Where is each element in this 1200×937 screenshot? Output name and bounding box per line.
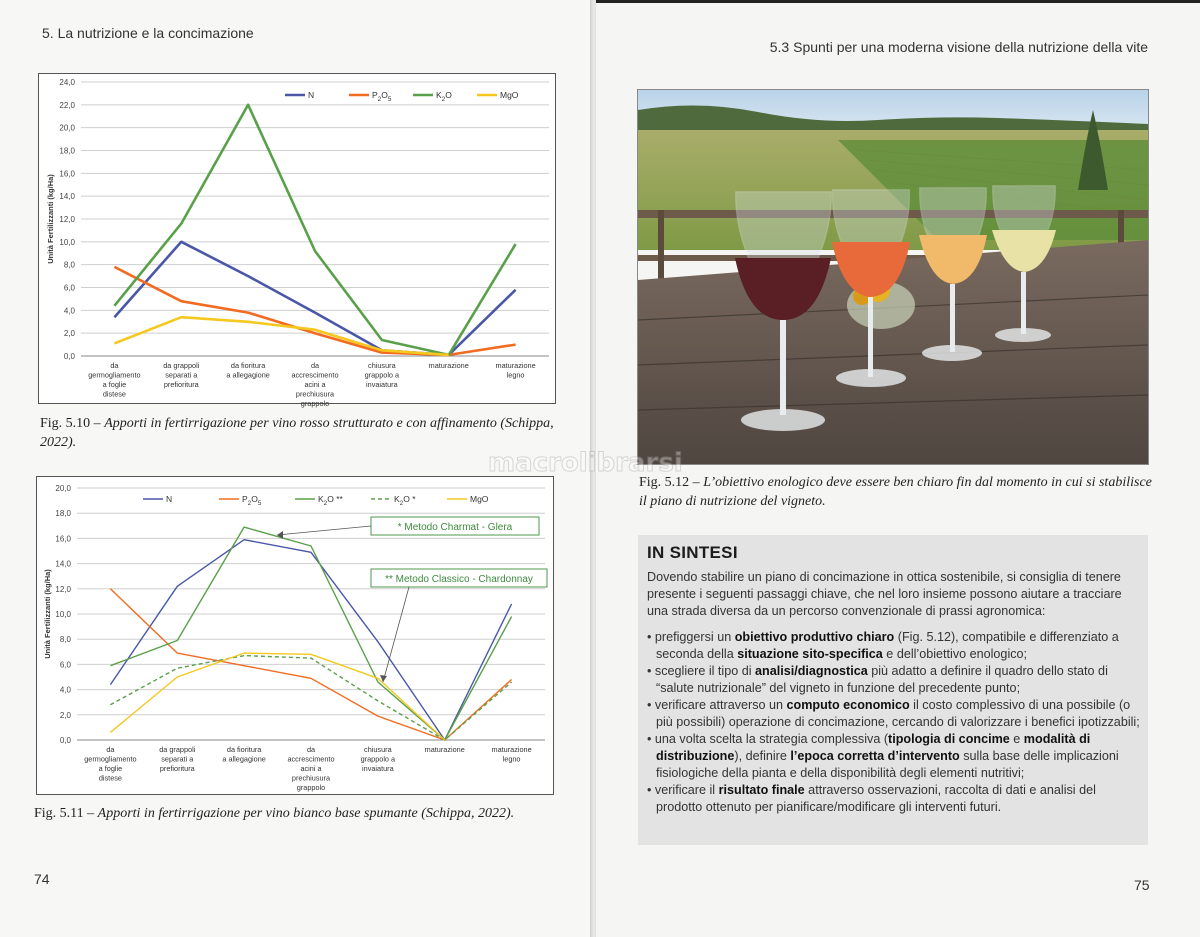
y-tick-label: 6,0	[63, 283, 75, 293]
caption-fig-5-12-label: Fig. 5.12 –	[639, 475, 700, 490]
annotation-text: ** Metodo Classico - Chardonnay	[385, 574, 533, 585]
page-number-left: 74	[34, 871, 50, 887]
series-line-k2o	[114, 105, 515, 355]
y-tick-label: 18,0	[55, 509, 71, 519]
chart-fig-5-10	[38, 73, 556, 408]
wine-glasses-photo	[637, 89, 1149, 465]
caption-fig-5-11-text: Apporti in fertirrigazione per vino bianco base spumante (Schippa, 2022).	[97, 806, 515, 821]
caption-fig-5-10	[40, 414, 560, 452]
y-tick-label: 16,0	[55, 534, 71, 544]
caption-fig-5-12-text: L’obiettivo enologico deve essere ben chiaro fin dal momento in cui si stabilisce il piano di nutrizione del vigneto.	[639, 475, 1152, 509]
y-tick-label: 2,0	[63, 329, 75, 339]
y-tick-label: 22,0	[59, 100, 75, 110]
x-tick-label: maturazione	[424, 745, 465, 754]
y-axis-label: Unità Fertilizzanti (kg/Ha)	[43, 569, 52, 659]
y-tick-label: 8,0	[59, 635, 71, 645]
summary-box	[638, 535, 1148, 845]
y-tick-label: 6,0	[59, 660, 71, 670]
chart-fig-5-10-svg	[39, 74, 555, 408]
x-tick-label: da fioritura a allegagione	[226, 361, 270, 380]
summary-item-5: • verificare il risultato finale attraverso osservazioni, raccolta di dati e analisi del prodotto ottenuto per pianificare/modificare gli interventi futuri.	[647, 782, 1143, 816]
y-tick-label: 12,0	[55, 584, 71, 594]
y-tick-label: 0,0	[63, 352, 75, 361]
summary-item-3: • verificare attraverso un computo economico il costo complessivo di una possibile (o più possibili) operazione di concimazione, cercando di valorizzare i benefici ipotizzabili;	[647, 697, 1143, 731]
legend-label: $K_2O$	[436, 90, 452, 103]
caption-fig-5-11	[34, 804, 554, 823]
y-tick-label: 18,0	[59, 146, 75, 156]
annotation-arrow	[277, 526, 371, 535]
caption-fig-5-10-text: Apporti in fertirrigazione per vino rosso strutturato e con affinamento (Schippa, 2022).	[40, 416, 554, 450]
x-tick-label: da grappoli separati a prefioritura	[163, 361, 200, 389]
y-tick-label: 10,0	[59, 237, 75, 247]
summary-item-1: • prefiggersi un obiettivo produttivo chiaro (Fig. 5.12), compatibile e differenziato a seconda della situazione sito-specifica e dell’obiettivo enologico;	[647, 629, 1143, 663]
y-tick-label: 20,0	[55, 484, 71, 493]
y-tick-label: 14,0	[59, 192, 75, 202]
chart-fig-5-11-svg	[37, 477, 553, 794]
x-tick-label: da accrescimento acini a prechiusura grappolo	[291, 361, 339, 408]
wine-glasses-illustration	[638, 90, 1148, 464]
y-tick-label: 14,0	[55, 559, 71, 569]
watermark-text: macrolibrarsi	[488, 448, 683, 478]
caption-fig-5-10-label: Fig. 5.10 –	[40, 416, 101, 431]
legend-label: $P_2O_5$	[242, 494, 262, 507]
y-tick-label: 20,0	[59, 123, 75, 133]
x-tick-label: chiusura grappolo a invaiatura	[364, 361, 400, 389]
summary-item-2: • scegliere il tipo di analisi/diagnostica più adatto a definire il quadro dello stato di “salute nutrizionale” del vigneto in funzione del precedente punto;	[647, 663, 1143, 697]
caption-fig-5-11-label: Fig. 5.11 –	[34, 806, 95, 821]
y-axis-label: Unità Fertilizzanti (kg/Ha)	[46, 174, 55, 264]
legend-label: $P_2O_5$	[372, 90, 392, 103]
x-tick-label: da grappoli separati a prefioritura	[159, 745, 196, 773]
y-tick-label: 4,0	[63, 306, 75, 316]
chart-fig-5-11	[36, 476, 554, 795]
legend-label: N	[308, 90, 315, 100]
x-tick-label: da germogliamento a foglie distese	[88, 361, 141, 399]
x-tick-label: maturazione legno	[495, 361, 536, 380]
x-tick-label: da fioritura a allegagione	[222, 745, 266, 764]
watermark	[488, 448, 728, 488]
series-line-k2o	[110, 527, 511, 740]
x-tick-label: da germogliamento a foglie distese	[84, 745, 137, 783]
summary-item-4: • una volta scelta la strategia complessiva (tipologia di concime e modalità di distribuzione), definire l’epoca corretta d’intervento sulla base delle implicazioni fisiologiche della pianta e della disponibilità degli elementi nutritivi;	[647, 731, 1143, 782]
legend-label: MgO	[500, 90, 519, 100]
y-tick-label: 16,0	[59, 169, 75, 179]
legend-label: $K_2O$ **	[318, 494, 343, 507]
summary-list	[647, 629, 1143, 816]
running-head-left: 5. La nutrizione e la concimazione	[42, 25, 254, 41]
annotation-text: * Metodo Charmat - Glera	[397, 522, 513, 533]
legend-label: N	[166, 494, 173, 504]
y-tick-label: 2,0	[59, 710, 71, 720]
x-tick-label: chiusura grappolo a invaiatura	[360, 745, 396, 773]
summary-intro: Dovendo stabilire un piano di concimazione in ottica sostenibile, si consiglia di tenere presente i seguenti passaggi chiave, che nel loro insieme possono aiutare a tracciare una strada diversa da un percorso convenzionale di prassi agronomica:	[647, 570, 1122, 618]
y-tick-label: 4,0	[59, 685, 71, 695]
running-head-right: 5.3 Spunti per una moderna visione della nutrizione della vite	[769, 39, 1148, 55]
y-tick-label: 0,0	[59, 736, 71, 745]
x-tick-label: da accrescimento acini a prechiusura grappolo	[287, 745, 335, 792]
legend-label: $K_2O$ *	[394, 494, 416, 507]
y-tick-label: 24,0	[59, 78, 75, 87]
x-tick-label: maturazione legno	[491, 745, 532, 764]
y-tick-label: 12,0	[59, 215, 75, 224]
y-tick-label: 10,0	[55, 610, 71, 619]
y-tick-label: 8,0	[63, 260, 75, 270]
x-tick-label: maturazione	[428, 361, 469, 370]
summary-title: IN SINTESI	[647, 543, 738, 562]
page-number-right: 75	[1134, 877, 1150, 893]
legend-label: MgO	[470, 494, 489, 504]
